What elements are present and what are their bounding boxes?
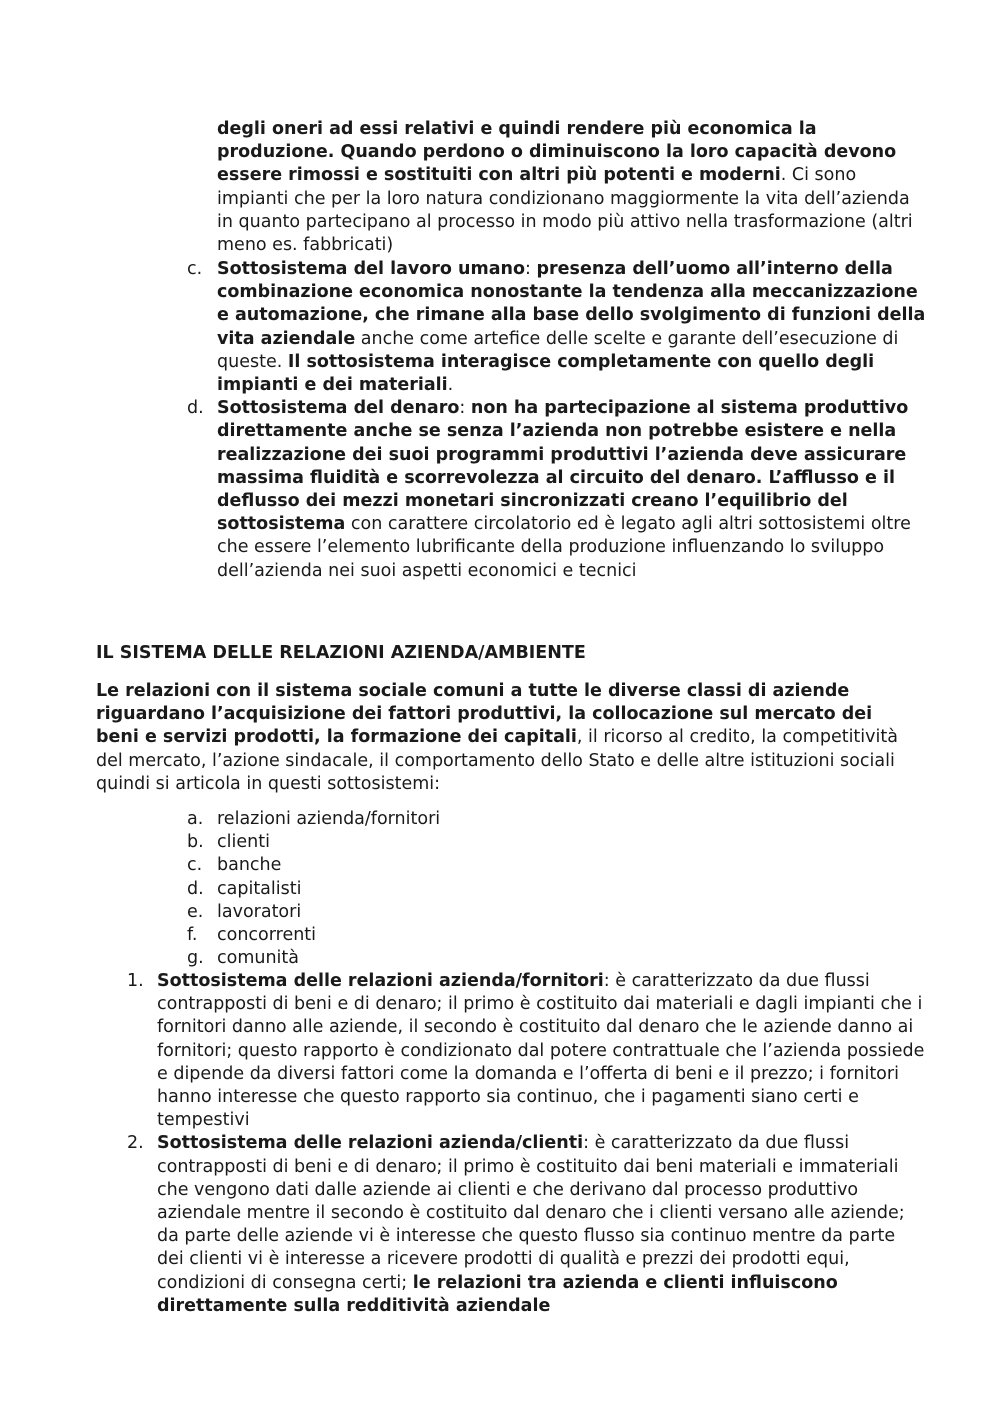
list-item-text: banche — [217, 855, 282, 876]
list-item — [187, 258, 927, 397]
intro-text: , il ricorso al credito, la competitività del mercato, l’azione sindacale, il comportamento dello Stato e delle altre istituzioni sociali quindi si articola in questi sottosistemi: — [96, 727, 898, 794]
continuation-punct: . — [780, 165, 787, 186]
list-item-text: concorrenti — [217, 925, 317, 946]
subsystem-list — [187, 258, 927, 583]
separator: : — [459, 398, 471, 419]
list-item-text: lavoratori — [217, 901, 302, 922]
item-text: : è caratterizzato da due flussi contrapposti di beni e di denaro; il primo è costituito dai beni materiali e immateriali che vengono dati dalle aziende ai clienti e che derivano dal processo produttivo aziendale mentre il secondo è costituito dal denaro che i clienti versano alle aziende; da parte delle aziende vi è interesse che questo flusso sia continuo mentre da parte dei clienti vi è interesse a ricevere prodotti di qualità e prezzi dei prodotti equi, condizioni di consegna certi; — [157, 1133, 905, 1293]
list-marker: 1. — [127, 971, 144, 991]
intro-paragraph — [96, 680, 906, 796]
list-marker: e. — [187, 901, 204, 922]
item-text: . — [447, 375, 454, 396]
item-title: Sottosistema del denaro — [217, 398, 460, 419]
continuation-paragraph — [187, 118, 927, 257]
list-item — [187, 831, 440, 854]
item-title: Sottosistema delle relazioni azienda/fornitori — [157, 971, 604, 991]
list-item-text: capitalisti — [217, 878, 302, 899]
list-marker: b. — [187, 832, 204, 853]
numbered-list — [127, 970, 927, 1318]
intro-bold: Le relazioni con il sistema sociale comuni a tutte le diverse classi di aziende riguardano l’acquisizione dei fattori produttivi, la collocazione sul mercato dei beni e servizi prodotti, la formazione dei capitali — [96, 681, 873, 748]
relations-list — [187, 808, 440, 970]
list-marker: f. — [187, 925, 198, 946]
item-bold-text: presenza dell’uomo all’interno della combinazione economica nonostante la tendenza alla meccanizzazione e automazione, che rimane alla base dello svolgimento di funzioni della vita aziendale — [217, 259, 926, 349]
item-title: Sottosistema del lavoro umano — [217, 259, 526, 279]
item-title: Sottosistema delle relazioni azienda/clienti — [157, 1133, 584, 1154]
item-text: con carattere circolatorio ed è legato agli altri sottosistemi oltre che essere l’elemento lubrificante della produzione influenzando lo sviluppo dell’azienda nei suoi aspetti economici e tecnici — [217, 514, 911, 581]
item-text: anche come artefice delle scelte e garante dell’esecuzione di queste. — [217, 328, 899, 372]
section-heading: IL SISTEMA DELLE RELAZIONI AZIENDA/AMBIENTE — [96, 643, 586, 663]
list-item — [187, 947, 440, 970]
item-bold-text: non ha partecipazione al sistema produttivo direttamente anche se senza l’azienda non potrebbe esistere e nella realizzazione dei suoi programmi produttivi l’azienda deve assicurare massima fluidità e scorrevolezza al circuito del denaro. L’afflusso e il deflusso dei mezzi monetari sincronizzati creano l’equilibrio del sottosistema — [217, 398, 909, 535]
list-marker: d. — [187, 878, 204, 899]
list-marker: d. — [187, 398, 204, 419]
list-item — [187, 924, 440, 947]
list-item — [127, 970, 927, 1132]
list-marker: g. — [187, 948, 204, 969]
list-marker: c. — [187, 259, 203, 279]
list-item-text: clienti — [217, 832, 270, 853]
list-item-text: relazioni azienda/fornitori — [217, 809, 441, 829]
list-marker: a. — [187, 809, 204, 829]
list-item — [187, 854, 440, 877]
list-item — [187, 808, 440, 831]
item-bold-text: le relazioni tra azienda e clienti influiscono direttamente sulla redditività aziendale — [157, 1272, 838, 1316]
list-marker: c. — [187, 855, 203, 876]
list-item-text: comunità — [217, 948, 300, 969]
list-item — [187, 901, 440, 924]
list-item — [187, 397, 927, 583]
continuation-bold: degli oneri ad essi relativi e quindi rendere più economica la produzione. Quando perdono o diminuiscono la loro capacità devono essere rimossi e sostituiti con altri più potenti e moderni — [217, 119, 897, 186]
item-text: : è caratterizzato da due flussi contrapposti di beni e di denaro; il primo è costituito dai materiali e dagli impianti che i fornitori danno alle aziende, il secondo è costituito dal denaro che le aziende danno ai fornitori; questo rapporto è condizionato dal potere contrattuale che l’azienda possiede e dipende da diversi fattori come la domanda e l’offerta di beni e il prezzo; i fornitori hanno interesse che questo rapporto sia continuo, che i pagamenti siano certi e tempestivi — [157, 971, 925, 1131]
list-marker: 2. — [127, 1133, 144, 1154]
list-item — [187, 878, 440, 901]
continuation-text: Ci sono impianti che per la loro natura condizionano maggiormente la vita dell’azienda in quanto partecipano al processo in modo più attivo nella trasformazione (altri meno es. fabbricati) — [217, 165, 913, 256]
item-bold-text: Il sottosistema interagisce completamente con quello degli impianti e dei materiali — [217, 351, 875, 396]
list-item — [127, 1132, 927, 1318]
separator: : — [525, 259, 537, 279]
